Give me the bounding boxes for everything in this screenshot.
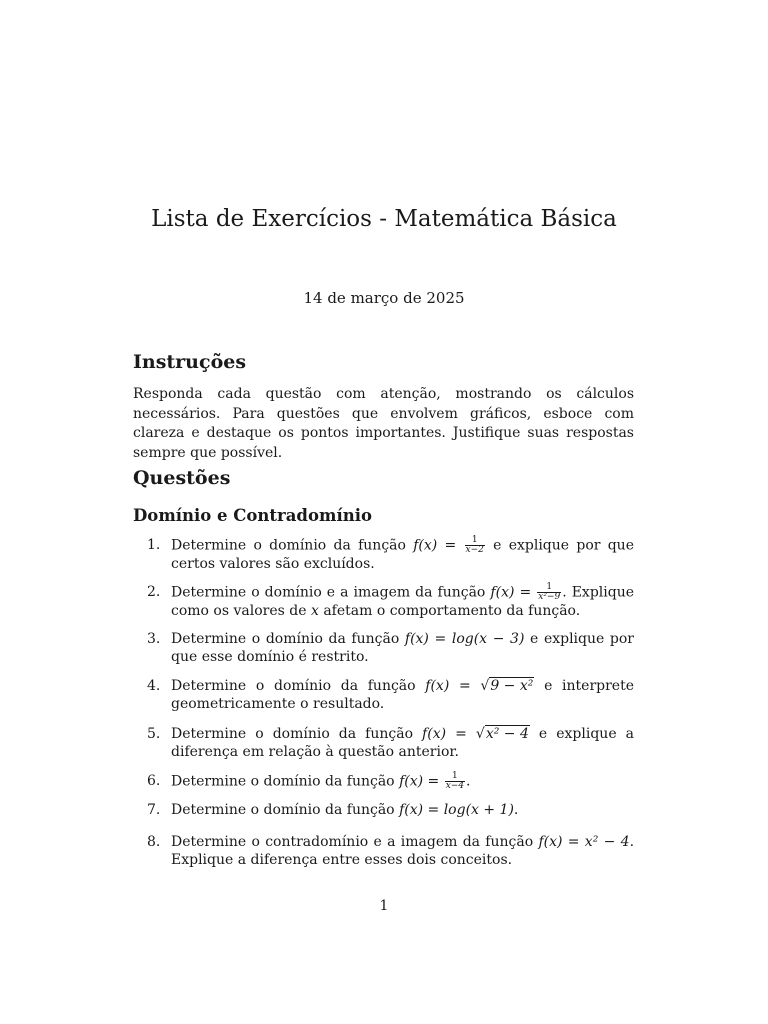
square-root: √9 − x² xyxy=(480,678,534,694)
question-item xyxy=(133,536,634,573)
document-title: Lista de Exercícios - Matemática Básica xyxy=(151,206,617,232)
function-expression: f(x) = xyxy=(413,537,464,554)
question-item xyxy=(133,833,634,869)
fraction: $\frac{1}{x-4}$ xyxy=(445,771,465,791)
question-number: 1. xyxy=(147,537,161,553)
function-expression: f(x) = xyxy=(425,678,481,694)
question-text: Determine o domínio da função f(x) = $\frac{1}{x-4}$ . xyxy=(171,771,471,791)
question-text: Determine o domínio da função f(x) = $\frac{1}{x-2}$ e explique por que certos valores são excluídos. xyxy=(171,535,634,572)
page-number: 1 xyxy=(379,898,389,914)
question-text: Determine o domínio da função f(x) = log(x − 3) e explique por que esse domínio é restrito. xyxy=(171,631,634,665)
square-root: √x² − 4 xyxy=(475,726,529,742)
question-number: 5. xyxy=(147,726,161,742)
question-number: 8. xyxy=(147,834,161,850)
questions-heading: Questões xyxy=(133,467,231,489)
fraction: $\frac{1}{x-2}$ xyxy=(465,535,484,555)
question-number: 6. xyxy=(147,773,161,789)
instructions-paragraph: Responda cada questão com atenção, mostrando os cálculos necessários. Para questões que envolvem gráficos, esboce com clareza e destaque os pontos importantes. Justifique suas respostas sempre que possível. xyxy=(133,386,634,461)
variable: x xyxy=(310,603,319,619)
question-text: Determine o domínio da função f(x) = log(x + 1). xyxy=(171,802,519,818)
question-number: 2. xyxy=(147,584,161,600)
document-date: 14 de março de 2025 xyxy=(303,289,465,307)
subsection-heading: Domínio e Contradomínio xyxy=(133,506,372,525)
question-text: Determine o domínio da função f(x) = √x² − 4 e explique a diferença em relação à questão anterior. xyxy=(171,726,634,760)
question-text: Determine o domínio e a imagem da função f(x) = $\frac{1}{\text{x²−9}}$ . Explique como os valores de x afetam o comportamento da função. xyxy=(171,582,634,619)
function-expression: f(x) = xyxy=(399,773,444,790)
function-expression: f(x) = x² − 4 xyxy=(538,834,630,850)
function-expression: f(x) = xyxy=(490,584,537,601)
fraction: $\frac{1}{\text{x²−9}}$ xyxy=(538,582,561,602)
instructions-heading: Instruções xyxy=(133,351,247,373)
question-item xyxy=(133,630,634,666)
question-number: 4. xyxy=(147,678,161,694)
function-expression: f(x) = log(x + 1) xyxy=(399,802,514,818)
question-item xyxy=(133,801,634,819)
question-number: 7. xyxy=(147,802,161,818)
question-text: Determine o contradomínio e a imagem da função f(x) = x² − 4. Explique a diferença entre esses dois conceitos. xyxy=(171,834,635,868)
question-item xyxy=(133,772,634,791)
question-text: Determine o domínio da função f(x) = √9 − x² e interprete geometricamente o resultado. xyxy=(171,678,634,712)
question-item xyxy=(133,725,634,761)
question-number: 3. xyxy=(147,631,161,647)
function-expression: f(x) = log(x − 3) xyxy=(404,631,525,647)
function-expression: f(x) = xyxy=(422,726,476,742)
question-item xyxy=(133,583,634,620)
question-item xyxy=(133,677,634,713)
